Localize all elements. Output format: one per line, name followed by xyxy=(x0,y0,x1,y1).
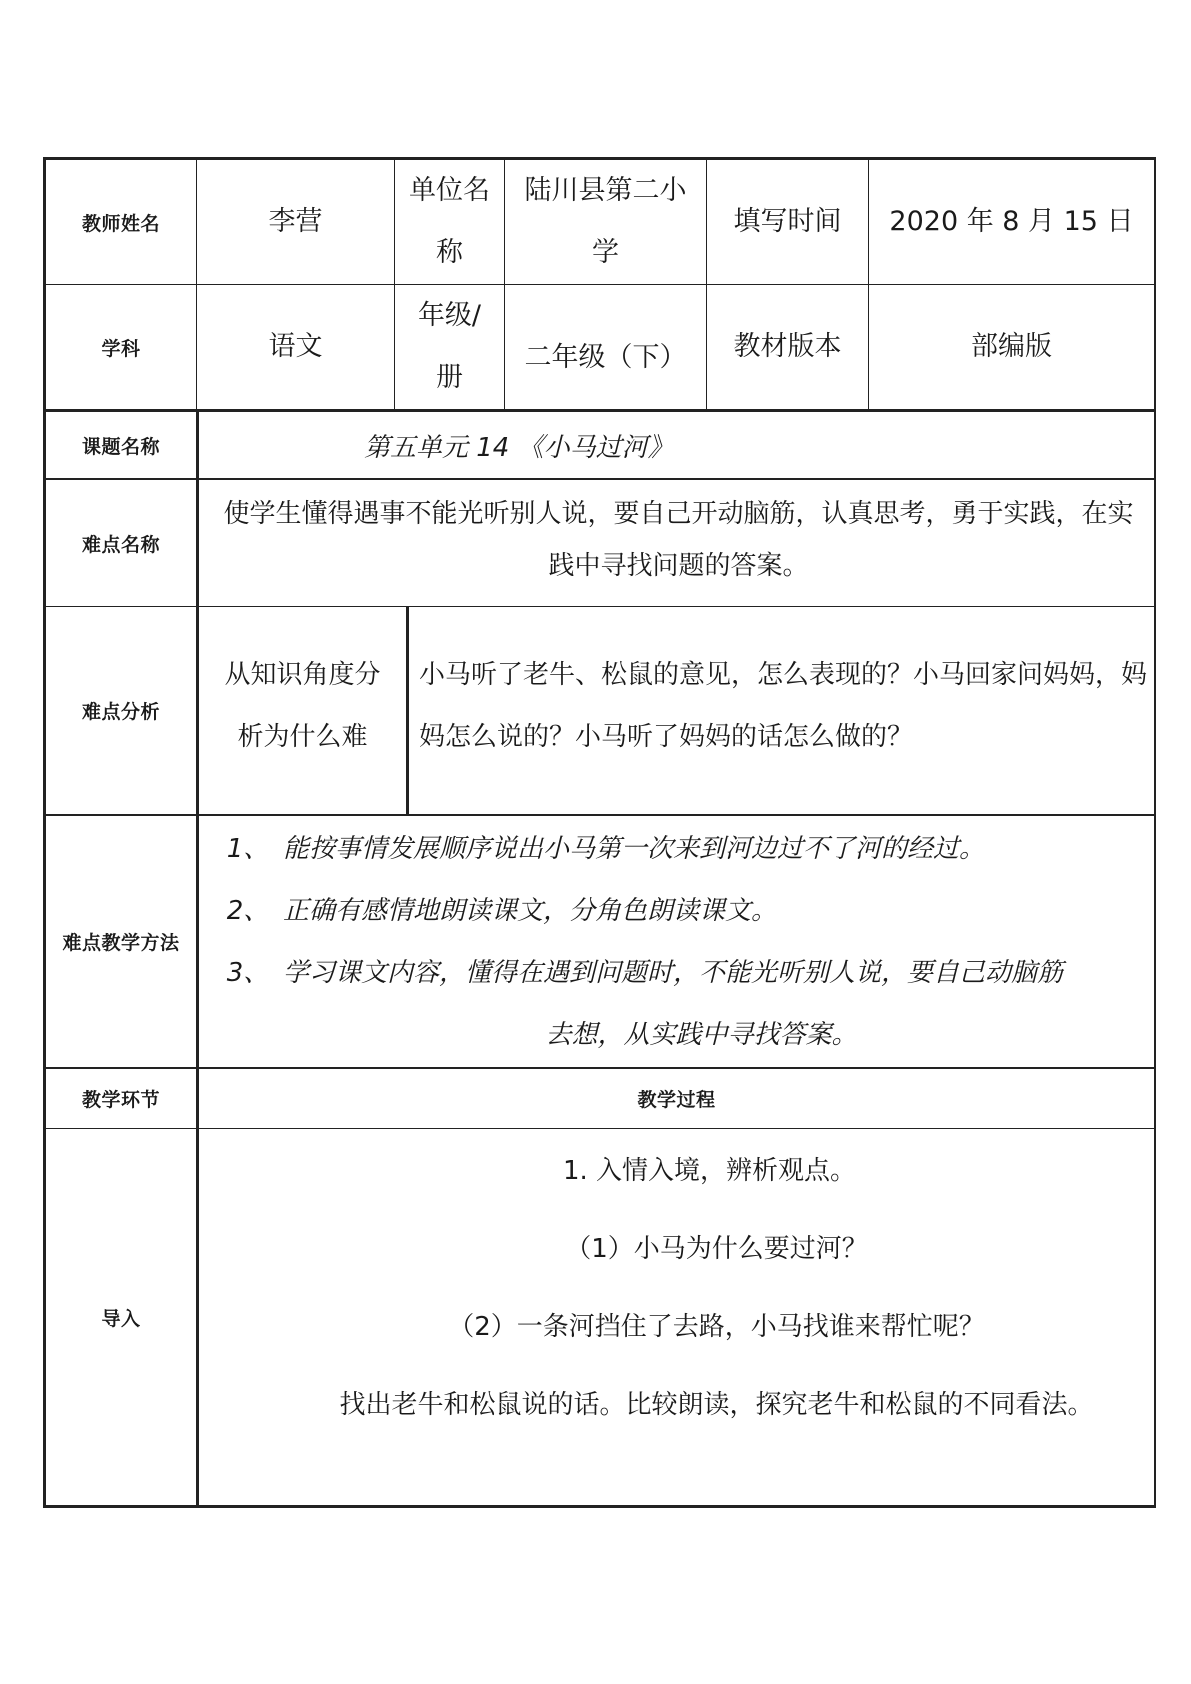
row-difficulty xyxy=(43,479,1156,607)
date-value: 2020 年 8 月 15 日 xyxy=(868,160,1154,284)
row-process-header xyxy=(43,1068,1156,1129)
stage-intro-label: 导入 xyxy=(101,1307,141,1330)
edition-label: 教材版本 xyxy=(706,285,868,409)
unit-value: 陆川县第二小学 xyxy=(504,160,706,284)
topic-value: 第五单元 14 《小马过河》 xyxy=(364,432,674,463)
stage-header: 教学环节 xyxy=(81,1089,160,1111)
process-line: 1. 入情入境，辨析观点。 xyxy=(562,1156,857,1186)
method-item: 1、 能按事情发展顺序说出小马第一次来到河边过不了河的经过。 xyxy=(226,834,986,864)
method-item: 2、 正确有感情地朗读课文，分角色朗读课文。 xyxy=(226,896,778,926)
row-teacher-info xyxy=(43,157,1156,285)
method-item: 3、 学习课文内容，懂得在遇到问题时，不能光听别人说，要自己动脑筋 xyxy=(226,958,1064,988)
row-topic xyxy=(43,410,1156,479)
process-line: 找出老牛和松鼠说的话。比较朗读，探究老牛和松鼠的不同看法。 xyxy=(339,1390,1094,1420)
teacher-name-value: 李营 xyxy=(196,160,394,284)
analysis-label: 难点分析 xyxy=(81,701,160,723)
topic-label: 课题名称 xyxy=(81,435,160,458)
row-method xyxy=(43,815,1156,1068)
subject-value: 语文 xyxy=(196,285,394,409)
row-intro xyxy=(43,1129,1156,1508)
process-line: （1）小马为什么要过河？ xyxy=(565,1234,868,1264)
analysis-value: 小马听了老牛、松鼠的意见，怎么表现的？小马回家问妈妈，妈妈怎么说的？小马听了妈妈的话怎么做的？ xyxy=(419,659,1148,752)
analysis-sub-label: 从知识角度分析为什么难 xyxy=(224,659,381,752)
subject-label: 学科 xyxy=(101,337,141,360)
method-item-continuation: 去想，从实践中寻找答案。 xyxy=(545,1020,858,1050)
lesson-plan-table xyxy=(43,157,1156,1508)
row-analysis xyxy=(43,607,1156,815)
grade-value: 二年级（下） xyxy=(504,285,706,409)
teacher-name-label: 教师姓名 xyxy=(81,212,160,235)
method-label: 难点教学方法 xyxy=(62,932,180,954)
row-subject-info xyxy=(43,285,1156,410)
process-header: 教学过程 xyxy=(196,1069,1154,1128)
date-label: 填写时间 xyxy=(706,160,868,284)
process-line: （2）一条河挡住了去路，小马找谁来帮忙呢？ xyxy=(448,1312,985,1342)
method-list xyxy=(199,818,1154,1066)
difficulty-label: 难点名称 xyxy=(81,533,160,556)
unit-label: 单位名称 xyxy=(394,160,504,284)
difficulty-value: 使学生懂得遇事不能光听别人说，要自己开动脑筋，认真思考，勇于实践，在实践中寻找问题的答案。 xyxy=(223,499,1134,581)
grade-label: 年级/册 xyxy=(394,285,504,409)
edition-value: 部编版 xyxy=(868,285,1154,409)
